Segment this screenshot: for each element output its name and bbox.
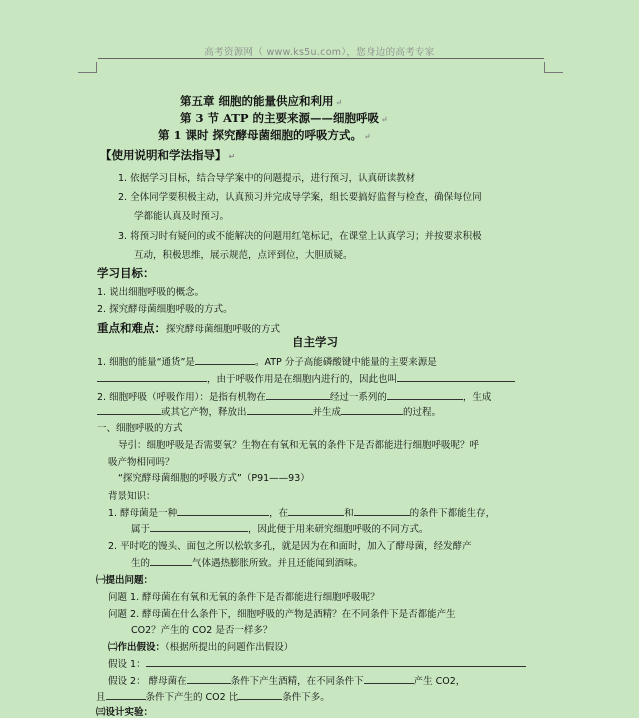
step-hypothesis: ㈡作出假设：（根据所提出的问题作出假设） <box>108 642 294 653</box>
section-title: 第 3 节 ATP 的主要来源——细胞呼吸 ↵ <box>180 111 388 125</box>
background-heading: 背景知识： <box>108 491 156 502</box>
step-propose-question: ㈠提出问题： <box>96 575 154 586</box>
usage-heading: 【使用说明和学法指导】 ↵ <box>100 148 236 162</box>
step-design-experiment: ㈢设计实验： <box>96 707 154 718</box>
margin-corner-right <box>544 62 563 73</box>
chapter-title: 第五章 细胞的能量供应和利用 ↵ <box>180 94 343 108</box>
goal-item: 1. 说出细胞呼吸的概念。 <box>97 287 205 298</box>
guide-text-cont: 吸产物相同吗？ <box>108 457 175 468</box>
lesson-title: 第 1 课时 探究酵母菌细胞的呼吸方式。 ↵ <box>158 128 371 142</box>
background-item-2: 2. 平时吃的馒头、面包之所以松软多孔，就是因为在和面时，加入了酵母菌，经发酵产 <box>108 541 472 552</box>
usage-item: 2. 全体同学要积极主动，认真预习并完成导学案，组长要搞好监督与检查，确保每位同 <box>118 192 482 203</box>
hypothesis-2: 假设 2： 酵母菌在 条件下产生酒精，在不同条件下 产生 CO2， <box>108 676 466 687</box>
usage-item: 互动，积极思维，展示规范，点评到位，大胆质疑。 <box>134 250 353 261</box>
guide-text: 导引：细胞呼吸是否需要氧？生物在有氧和无氧的条件下是否都能进行细胞呼吸呢？呼 <box>118 440 480 451</box>
question-2-cont: 或其它产物，释放出 并生成 的过程。 <box>97 404 441 418</box>
self-study-heading: 自主学习 <box>292 335 338 349</box>
question-1: 1. 细胞的能量“通货”是 。ATP 分子高能磷酸键中能量的主要来源是 <box>97 357 437 368</box>
hypothesis-2-cont: 且 条件下产生的 CO2 比 条件下多。 <box>96 692 330 703</box>
section-respiration-mode: 一、细胞呼吸的方式 <box>97 423 183 434</box>
question-a: 问题 1. 酵母菌在有氧和无氧的条件下是否都能进行细胞呼吸呢？ <box>108 592 380 603</box>
hypothesis-1: 假设 1： <box>108 656 526 670</box>
experiment-title: “探究酵母菌细胞的呼吸方式”（P91——93） <box>118 473 310 484</box>
background-item-1-cont: 属于 ，因此便于用来研究细胞呼吸的不同方式。 <box>131 524 429 535</box>
goals-heading: 学习目标： <box>97 266 155 280</box>
question-b: 问题 2. 酵母菌在什么条件下，细胞呼吸的产物是酒精？在不同条件下是否都能产生 <box>108 609 456 620</box>
header-watermark: 高考资源网（ www.ks5u.com），您身边的高考专家 <box>204 47 435 58</box>
question-2: 2. 细胞呼吸（呼吸作用）：是指有机物在 经过一系列的 ，生成 <box>97 392 492 403</box>
question-1-cont: ，由于呼吸作用是在细胞内进行的，因此也叫 <box>97 371 515 385</box>
usage-item: 3. 将预习时有疑问的或不能解决的问题用红笔标记，在课堂上认真学习；并按要求积极 <box>118 231 482 242</box>
background-item-1: 1. 酵母菌是一种 ，在 和 的条件下都能生存， <box>108 508 496 519</box>
background-item-2-cont: 生的 气体遇热膨胀所致。并且还能闻到酒味。 <box>131 558 364 569</box>
usage-item: 1. 依据学习目标，结合导学案中的问题提示，进行预习，认真研读教材 <box>118 173 416 184</box>
question-b-cont: CO2？产生的 CO2 是否一样多？ <box>131 625 273 636</box>
key-points: 重点和难点：探究酵母菌细胞呼吸的方式 <box>97 321 281 335</box>
margin-corner-left <box>78 62 97 73</box>
usage-item: 学都能认真及时预习。 <box>134 211 230 222</box>
header-rule <box>98 58 544 59</box>
goal-item: 2. 探究酵母菌细胞呼吸的方式。 <box>97 304 233 315</box>
